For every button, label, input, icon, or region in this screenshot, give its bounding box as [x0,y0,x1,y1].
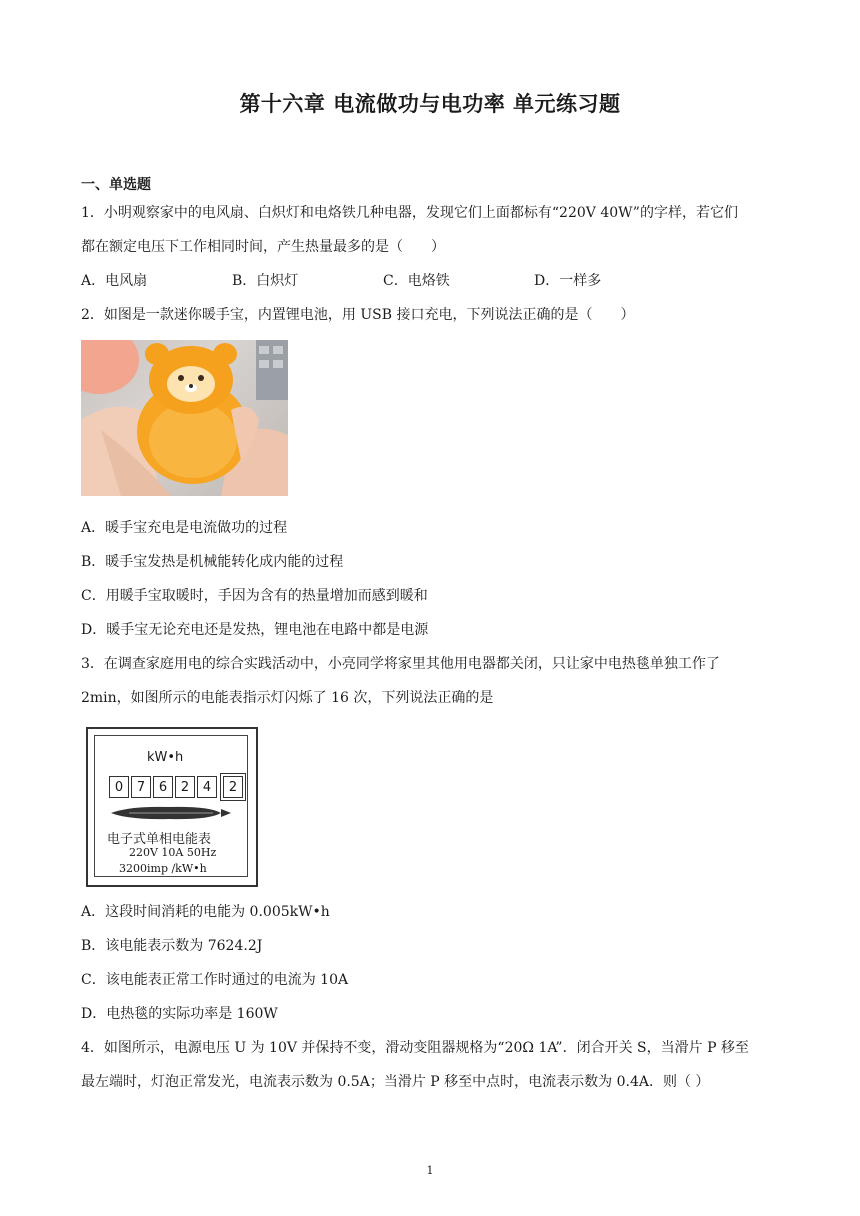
meter-digits [109,776,245,798]
question-4-line-2: 最左端时，灯泡正常发光，电流表示数为 0.5A；当滑片 P 移至中点时，电流表示数为 0.4A．则（ ） [81,1074,710,1090]
q1-option-c: C．电烙铁 [383,273,450,289]
hand-warmer-photo [81,340,288,496]
meter-digit: 2 [175,776,195,798]
meter-digit: 6 [153,776,173,798]
page-title: 第十六章 电流做功与电功率 单元练习题 [239,92,621,116]
q3-option-b: B．该电能表示数为 7624.2J [81,938,263,954]
q1-option-b: B．白炽灯 [232,273,299,289]
meter-digit-decimal: 2 [223,776,243,798]
q2-option-a: A．暖手宝充电是电流做功的过程 [81,520,288,536]
meter-name: 电子式单相电能表 [107,832,212,847]
meter-spec-1: 220V 10A 50Hz [129,846,217,859]
indicator-light-icon [109,806,233,820]
q3-option-d: D．电热毯的实际功率是 160W [81,1006,278,1022]
meter-digit: 4 [197,776,217,798]
q1-option-d: D．一样多 [534,273,602,289]
question-4-line-1: 4．如图所示，电源电压 U 为 10V 并保持不变，滑动变阻器规格为“20Ω 1A”．闭合开关 S，当滑片 P 移至 [81,1040,749,1056]
q2-option-d: D．暖手宝无论充电还是发热，锂电池在电路中都是电源 [81,622,429,638]
energy-meter-figure [86,727,258,887]
q2-option-c: C．用暖手宝取暖时，手因为含有的热量增加而感到暖和 [81,588,428,604]
question-1-line-1: 1．小明观察家中的电风扇、白炽灯和电烙铁几种电器，发现它们上面都标有“220V 40W”的字样，若它们 [81,205,738,221]
section-heading: 一、单选题 [81,177,151,193]
q3-option-c: C．该电能表正常工作时通过的电流为 10A [81,972,349,988]
question-1-line-2: 都在额定电压下工作相同时间，产生热量最多的是（ ） [81,239,445,255]
q2-option-b: B．暖手宝发热是机械能转化成内能的过程 [81,554,344,570]
question-3-line-1: 3．在调查家庭用电的综合实践活动中，小亮同学将家里其他用电器都关闭，只让家中电热毯单独工作了 [81,656,720,672]
question-2-line-1: 2．如图是一款迷你暖手宝，内置锂电池，用 USB 接口充电，下列说法正确的是（ ） [81,307,635,323]
question-3-line-2: 2min，如图所示的电能表指示灯闪烁了 16 次，下列说法正确的是 [81,690,494,706]
q3-option-a: A．这段时间消耗的电能为 0.005kW•h [81,904,330,920]
meter-digit: 7 [131,776,151,798]
page-number: 1 [426,1164,434,1177]
meter-digit: 0 [109,776,129,798]
q1-option-a: A．电风扇 [81,273,148,289]
meter-spec-2: 3200imp /kW•h [119,862,207,875]
meter-unit: kW•h [147,750,184,765]
